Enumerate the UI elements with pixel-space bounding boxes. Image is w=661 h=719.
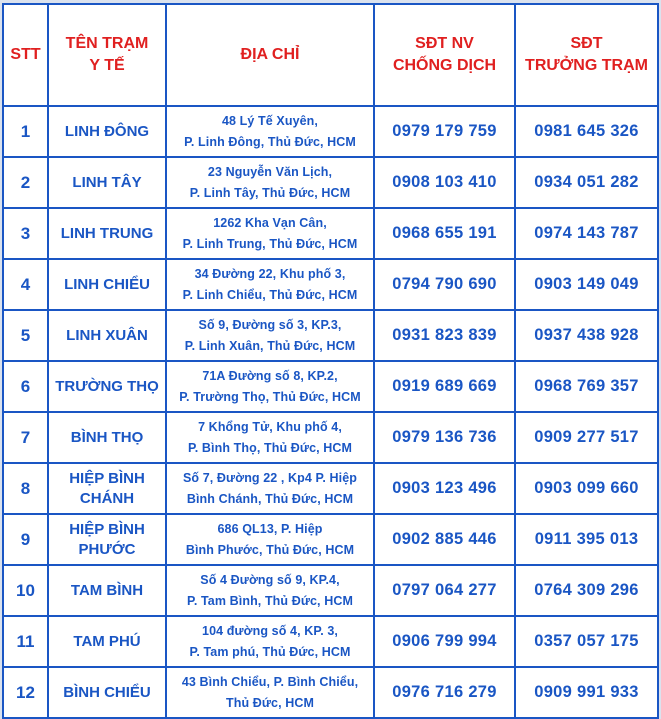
- row-station-name: [48, 667, 166, 718]
- row-stt: [3, 259, 48, 310]
- row-address-text: P. Linh Đông, Thủ Đức, HCM: [184, 134, 356, 149]
- row-phone-head-text: 0909 991 933: [534, 683, 639, 701]
- row-station-name-text: PHƯỚC: [78, 540, 136, 558]
- row-phone-head-text: 0911 395 013: [534, 530, 639, 548]
- row-stt-text: 2: [20, 172, 31, 192]
- row-phone-head: [515, 208, 658, 259]
- row-phone-head: [515, 514, 658, 565]
- table-row: [3, 565, 658, 616]
- table-row: [3, 412, 658, 463]
- row-stt-text: 3: [20, 223, 31, 243]
- row-stt: [3, 310, 48, 361]
- row-address-text: 71A Đường số 8, KP.2,: [202, 368, 338, 383]
- table-row: [3, 208, 658, 259]
- row-phone-head: [515, 361, 658, 412]
- row-address: [166, 310, 374, 361]
- row-address-text: 34 Đường 22, Khu phố 3,: [194, 266, 346, 281]
- row-phone-head-text: 0909 277 517: [534, 428, 639, 446]
- row-stt-text: 10: [16, 580, 35, 600]
- row-phone-staff-text: 0976 716 279: [392, 683, 497, 701]
- row-address-text: 1262 Kha Vạn Cân,: [213, 215, 327, 230]
- row-address: [166, 616, 374, 667]
- row-address-text: P. Bình Thọ, Thủ Đức, HCM: [187, 440, 353, 455]
- row-address-text: 43 Bình Chiểu, P. Bình Chiểu,: [181, 674, 359, 689]
- row-stt-text: 4: [20, 274, 31, 294]
- row-address-text: Thủ Đức, HCM: [225, 695, 315, 710]
- row-phone-head: [515, 667, 658, 718]
- row-stt: [3, 412, 48, 463]
- row-station-name: [48, 157, 166, 208]
- row-phone-staff-text: 0797 064 277: [392, 581, 497, 599]
- row-stt-text: 5: [20, 325, 31, 345]
- row-phone-staff: [374, 208, 515, 259]
- row-phone-head: [515, 157, 658, 208]
- row-phone-staff: [374, 514, 515, 565]
- row-station-name-text: LINH TRUNG: [60, 224, 154, 242]
- row-phone-head-text: 0968 769 357: [534, 377, 639, 395]
- row-phone-staff: [374, 565, 515, 616]
- row-phone-staff: [374, 106, 515, 157]
- row-address: [166, 565, 374, 616]
- row-address-text: 23 Nguyễn Văn Lịch,: [207, 164, 333, 179]
- row-phone-staff-text: 0906 799 994: [392, 632, 497, 650]
- row-phone-head: [515, 259, 658, 310]
- row-phone-head-text: 0937 438 928: [534, 326, 639, 344]
- row-phone-head-text: 0764 309 296: [534, 581, 639, 599]
- row-address-text: P. Linh Chiểu, Thủ Đức, HCM: [182, 287, 358, 302]
- table-row: [3, 463, 658, 514]
- row-phone-staff: [374, 361, 515, 412]
- row-phone-staff-text: 0931 823 839: [392, 326, 497, 344]
- row-phone-staff-text: 0968 655 191: [392, 224, 497, 242]
- table-row: [3, 106, 658, 157]
- row-address-text: P. Trường Thọ, Thủ Đức, HCM: [179, 389, 361, 404]
- row-stt: [3, 616, 48, 667]
- row-station-name-text: LINH ĐÔNG: [64, 122, 150, 140]
- row-address-text: Số 9, Đường số 3, KP.3,: [198, 317, 342, 332]
- row-phone-staff-text: 0903 123 496: [392, 479, 497, 497]
- row-phone-staff: [374, 310, 515, 361]
- row-station-name-text: LINH CHIỂU: [64, 275, 150, 293]
- header-station-name: TÊN TRẠM Y TẾ: [48, 4, 166, 106]
- header-phone-head: SĐT TRƯỞNG TRẠM: [515, 4, 658, 106]
- row-phone-head: [515, 412, 658, 463]
- row-stt: [3, 106, 48, 157]
- row-phone-staff: [374, 463, 515, 514]
- row-address-text: Bình Phước, Thủ Đức, HCM: [185, 542, 355, 557]
- row-address-text: P. Linh Trung, Thủ Đức, HCM: [182, 236, 358, 251]
- row-phone-head-text: 0903 149 049: [534, 275, 639, 293]
- row-station-name-text: BÌNH CHIỂU: [63, 683, 151, 701]
- table-row: [3, 667, 658, 718]
- row-station-name: [48, 463, 166, 514]
- row-address-text: Số 7, Đường 22 , Kp4 P. Hiệp: [182, 470, 358, 485]
- row-phone-head-text: 0903 099 660: [534, 479, 639, 497]
- table-row: [3, 514, 658, 565]
- row-phone-staff-text: 0979 136 736: [392, 428, 497, 446]
- row-phone-staff-text: 0979 179 759: [392, 122, 497, 140]
- table-row: [3, 616, 658, 667]
- table-body: [3, 106, 658, 718]
- row-phone-staff: [374, 667, 515, 718]
- row-phone-head-text: 0357 057 175: [534, 632, 639, 650]
- row-station-name-text: LINH TÂY: [72, 173, 142, 191]
- row-stt-text: 9: [20, 529, 31, 549]
- row-station-name-text: TAM PHÚ: [73, 632, 141, 650]
- row-station-name-text: TAM BÌNH: [70, 581, 144, 599]
- row-stt-text: 11: [16, 631, 35, 651]
- row-phone-head-text: 0981 645 326: [534, 122, 639, 140]
- row-station-name-text: HIỆP BÌNH: [69, 520, 145, 538]
- header-phone-staff: SĐT NV CHỐNG DỊCH: [374, 4, 515, 106]
- row-stt: [3, 667, 48, 718]
- row-phone-staff: [374, 616, 515, 667]
- table-row: [3, 259, 658, 310]
- row-address-text: P. Tam Bình, Thủ Đức, HCM: [187, 593, 353, 608]
- row-station-name: [48, 565, 166, 616]
- row-address-text: 7 Khổng Tử, Khu phố 4,: [198, 419, 342, 434]
- row-phone-head-text: 0934 051 282: [534, 173, 639, 191]
- row-station-name-text: BÌNH THỌ: [70, 428, 144, 446]
- row-stt-text: 12: [16, 682, 35, 702]
- row-phone-staff: [374, 412, 515, 463]
- row-address-text: P. Linh Xuân, Thủ Đức, HCM: [184, 338, 356, 353]
- row-phone-staff-text: 0902 885 446: [392, 530, 497, 548]
- row-address-text: P. Linh Tây, Thủ Đức, HCM: [189, 185, 351, 200]
- table-row: [3, 310, 658, 361]
- row-stt: [3, 565, 48, 616]
- row-station-name-text: CHÁNH: [79, 489, 135, 507]
- row-address: [166, 106, 374, 157]
- row-stt: [3, 157, 48, 208]
- row-stt-text: 8: [20, 478, 31, 498]
- row-address-text: Bình Chánh, Thủ Đức, HCM: [186, 491, 354, 506]
- row-address-text: 48 Lý Tế Xuyên,: [222, 113, 318, 128]
- row-address: [166, 514, 374, 565]
- row-stt: [3, 208, 48, 259]
- row-stt: [3, 463, 48, 514]
- row-station-name-text: LINH XUÂN: [66, 326, 148, 344]
- row-address: [166, 412, 374, 463]
- row-stt: [3, 514, 48, 565]
- row-station-name: [48, 361, 166, 412]
- row-station-name: [48, 310, 166, 361]
- row-phone-staff-text: 0908 103 410: [392, 173, 497, 191]
- row-phone-head: [515, 565, 658, 616]
- row-address: [166, 361, 374, 412]
- row-station-name: [48, 106, 166, 157]
- row-phone-head: [515, 616, 658, 667]
- row-station-name: [48, 616, 166, 667]
- row-phone-head: [515, 106, 658, 157]
- row-address: [166, 667, 374, 718]
- row-phone-staff-text: 0794 790 690: [392, 275, 497, 293]
- row-phone-head: [515, 310, 658, 361]
- row-station-name-text: TRƯỜNG THỌ: [55, 377, 159, 395]
- row-stt-text: 1: [20, 121, 31, 141]
- row-address: [166, 157, 374, 208]
- row-address-text: Số 4 Đường số 9, KP.4,: [200, 572, 340, 587]
- health-station-table: [2, 3, 659, 719]
- row-address: [166, 259, 374, 310]
- row-station-name-text: HIỆP BÌNH: [69, 469, 145, 487]
- header-address: ĐỊA CHỈ: [166, 4, 374, 106]
- row-phone-staff-text: 0919 689 669: [392, 377, 497, 395]
- table-row: [3, 361, 658, 412]
- row-phone-head-text: 0974 143 787: [534, 224, 639, 242]
- row-phone-head: [515, 463, 658, 514]
- row-address-text: 686 QL13, P. Hiệp: [217, 521, 323, 536]
- row-station-name: [48, 514, 166, 565]
- row-phone-staff: [374, 157, 515, 208]
- row-station-name: [48, 412, 166, 463]
- row-stt: [3, 361, 48, 412]
- header-stt: STT: [3, 4, 48, 106]
- row-phone-staff: [374, 259, 515, 310]
- row-address: [166, 208, 374, 259]
- row-station-name: [48, 259, 166, 310]
- row-stt-text: 7: [20, 427, 31, 447]
- row-address-text: P. Tam phú, Thủ Đức, HCM: [189, 644, 351, 659]
- row-station-name: [48, 208, 166, 259]
- table-row: [3, 157, 658, 208]
- row-stt-text: 6: [20, 376, 31, 396]
- table-header-row: [3, 4, 658, 106]
- row-address-text: 104 đường số 4, KP. 3,: [202, 623, 338, 638]
- row-address: [166, 463, 374, 514]
